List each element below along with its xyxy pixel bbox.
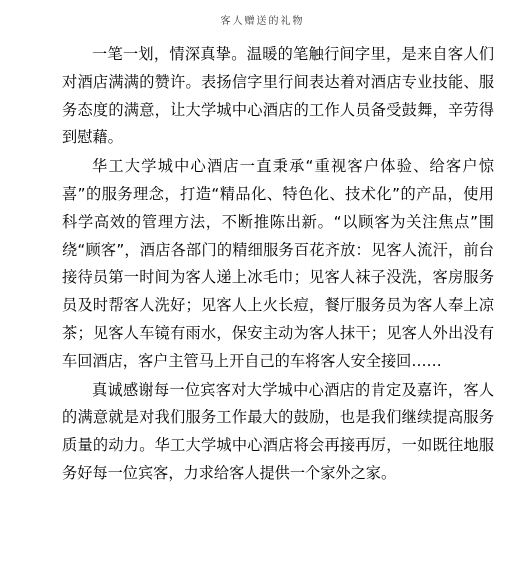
- paragraph-1: 一笔一划，情深真挚。温暖的笔触行间字里，是来自客人们对酒店满满的赞许。表扬信字里行间表达着对酒店专业技能、服务态度的满意，让大学城中心酒店的工作人员备受鼓舞，辛劳得到慰藉。: [62, 45, 494, 147]
- paragraph-2: 华工大学城中心酒店一直秉承“重视客户体验、给客户惊喜”的服务理念，打造“精品化、特色化、技术化”的产品，使用科学高效的管理方法，不断推陈出新。“以顾客为关注焦点”围绕“顾客”，酒店各部门的精细服务百花齐放：见客人流汗，前台接待员第一时间为客人递上冰毛巾；见客人袜子没洗，客房服务员及时帮客人洗好；见客人上火长痘，餐厅服务员为客人奉上凉茶；见客人车镜有雨水，保安主动为客人抹干；见客人外出没有车回酒店，客户主管马上开自己的车将客人安全接回……: [62, 157, 494, 370]
- document-body: [62, 41, 494, 488]
- document-title: 客人赠送的礼物: [220, 16, 305, 27]
- paragraph-3: 真诚感谢每一位宾客对大学城中心酒店的肯定及嘉许，客人的满意就是对我们服务工作最大的鼓励，也是我们继续提高服务质量的动力。华工大学城中心酒店将会再接再厉，一如既往地服务好每一位宾客，力求给客人提供一个家外之家。: [62, 380, 494, 482]
